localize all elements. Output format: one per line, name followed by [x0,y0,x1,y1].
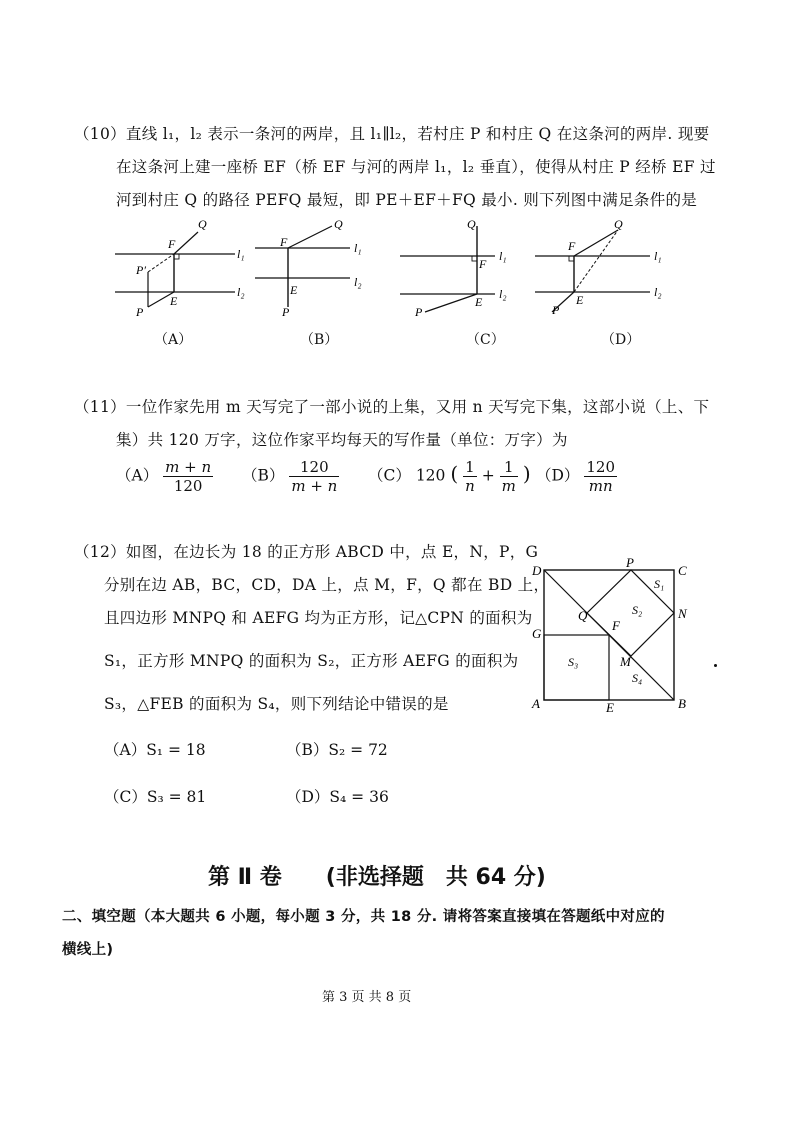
q11-option-d-numerator: 120 [586,458,616,476]
q10-figure-d [530,212,680,322]
q12-label-d: D [532,563,542,578]
q12-label-e: E [606,700,614,714]
q11-line1: （11）一位作家先用 m 天写完了一部小说的上集，又用 n 天写完下集，这部小说（上、下 [74,398,710,416]
fig-a-label-p: P [136,305,144,319]
q10-caption-a: （A） [154,332,193,348]
fig-c-label-e: E [475,295,483,309]
q11-option-d[interactable] [536,458,617,495]
q12-label-s3: S₃ [568,655,579,669]
q11-option-c-paren-close: ) [522,461,531,486]
fig-b-label-q: Q [334,217,343,231]
q12-label-m: M [620,654,631,669]
q11-option-a-fraction [163,458,213,495]
fig-d-label-l2: l₂ [654,285,662,299]
q11-option-d-denominator: mn [588,477,613,495]
q12-line5: S₃，△FEB 的面积为 S₄，则下列结论中错误的是 [104,695,449,713]
q11-option-a-label: （A） [116,466,159,485]
q11-option-a-numerator: m + n [165,458,212,476]
q12-label-n: N [678,606,687,621]
fig-c-label-q: Q [467,217,476,231]
fig-b-fq [288,226,332,248]
fig-b-label-f: F [280,235,288,249]
fig-c-label-l2: l₂ [499,287,507,301]
fig-d-label-q: Q [614,217,623,231]
fig-b-label-l1: l₁ [354,241,362,255]
q11-option-c-coef: 120 [415,466,446,485]
q12-label-a: A [532,696,540,711]
q10-line2: 在这条河上建一座桥 EF（桥 EF 与河的两岸 l₁，l₂ 垂直），使得从村庄 P 经桥 EF 过 [116,158,716,176]
fig-d-label-l1: l₁ [654,249,662,263]
fig-c-label-l1: l₁ [499,249,507,263]
fig-d-label-p: P [552,303,560,317]
fig-d-label-e: E [576,293,584,307]
fig-b-label-p: P [282,305,290,319]
q12-label-p: P [626,556,634,570]
q12-option-d[interactable]: （D）S₄ = 36 [286,788,389,806]
q12-line4: S₁，正方形 MNPQ 的面积为 S₂，正方形 AEFG 的面积为 [104,652,519,670]
q12-label-b: B [678,696,686,711]
q10-figure-b [250,212,380,322]
fig-d-label-f: F [568,239,576,253]
q11-option-c-frac2-num: 1 [500,458,518,477]
q11-option-c-label: （C） [368,466,411,485]
q11-option-d-label: （D） [536,466,580,485]
fig-c-pe [425,294,477,312]
q11-option-b-fraction [289,458,339,495]
page-footer: 第 3 页 共 8 页 [322,990,412,1005]
q11-option-c-frac1-num: 1 [463,458,477,477]
q12-line2: 分别在边 AB，BC，CD，DA 上，点 M，F，Q 都在 BD 上， [104,576,550,594]
q11-option-a-denominator: 120 [173,477,203,495]
fig-d-dashed [574,230,618,292]
q11-option-c-paren-open: ( [450,461,459,486]
fig-a-fq [174,232,198,254]
q11-option-b-denominator: m + n [291,477,338,495]
q10-figure-a [110,212,250,322]
fig-a-label-q: Q [198,217,207,231]
fig-c-right-angle [472,256,477,261]
q12-label-f: F [612,618,620,633]
fig-a-label-l1: l₁ [237,247,245,261]
q12-label-s1: S₁ [654,577,665,591]
fig-a-label-pprime: P′ [136,263,146,277]
q11-option-b-label: （B） [242,466,285,485]
q11-line2: 集）共 120 万字，这位作家平均每天的写作量（单位：万字）为 [116,431,568,449]
fig-c-label-p: P [415,305,423,319]
q10-caption-b: （B） [300,332,339,348]
fig-a-label-e: E [170,294,178,308]
part2-instruction-line2: 横线上) [62,942,114,958]
q12-option-a[interactable]: （A）S₁ = 18 [104,741,206,759]
q11-option-c[interactable] [368,458,531,495]
q10-figure-c [395,212,525,322]
q12-option-b[interactable]: （B）S₂ = 72 [286,741,388,759]
q11-option-a[interactable] [116,458,213,495]
q12-label-g: G [532,626,542,641]
fig-d-fq [574,230,618,256]
fig-a-label-l2: l₂ [237,285,245,299]
q12-label-s2: S₂ [632,603,643,617]
q12-label-c: C [678,563,687,578]
q11-option-c-frac1-den: n [465,477,475,495]
fig-a-dashed [148,254,174,272]
q12-line3: 且四边形 MNPQ 和 AEFG 均为正方形，记△CPN 的面积为 [104,609,533,627]
q10-line1: （10）直线 l₁，l₂ 表示一条河的两岸，且 l₁∥l₂，若村庄 P 和村庄 Q 在这条河的两岸. 现要 [74,125,710,143]
q11-option-b[interactable] [242,458,339,495]
q12-label-q: Q [578,608,588,623]
fig-b-label-l2: l₂ [354,275,362,289]
fig-a-label-f: F [168,237,176,251]
q10-caption-c: （C） [466,332,505,348]
part2-title: 第 Ⅱ 卷 (非选择题 共 64 分) [208,865,546,890]
fig-c-label-f: F [479,257,487,271]
part2-instruction-line1: 二、填空题（本大题共 6 小题，每小题 3 分，共 18 分. 请将答案直接填在答题纸中对应的 [62,909,665,925]
q11-option-c-frac2 [500,458,518,495]
q10-caption-d: （D） [601,332,641,348]
q11-option-b-numerator: 120 [289,458,339,477]
q12-option-c[interactable]: （C）S₃ = 81 [104,788,207,806]
q12-line1: （12）如图，在边长为 18 的正方形 ABCD 中，点 E，N，P，G [74,543,539,561]
q11-option-c-plus: + [481,466,495,485]
q10-line3: 河到村庄 Q 的路径 PEFQ 最短，即 PE＋EF＋FQ 最小. 则下列图中满足条件的是 [116,191,698,209]
fig-a-right-angle [174,254,179,259]
fig-b-label-e: E [290,283,298,297]
q11-option-c-frac2-den: m [501,477,516,495]
q11-option-c-frac1 [463,458,477,495]
q11-option-d-fraction [584,458,617,495]
stray-dot [714,664,717,667]
fig-d-right-angle [569,256,574,261]
q12-figure [528,556,703,714]
q12-label-s4: S₄ [632,671,643,685]
